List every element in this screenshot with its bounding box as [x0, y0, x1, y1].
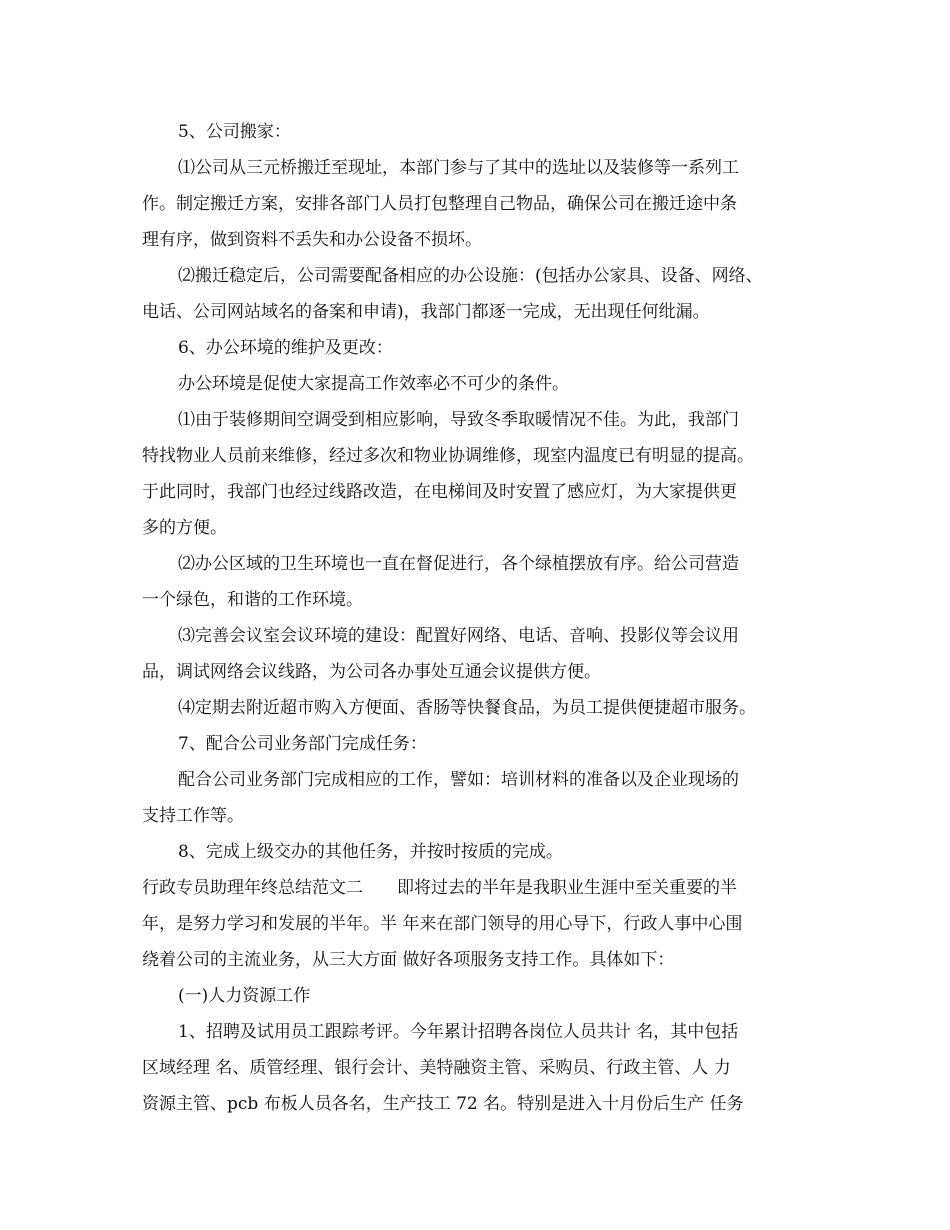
paragraph-line: ⑵办公区域的卫生环境也一直在督促进行，各个绿植摆放有序。给公司营造 — [178, 554, 739, 574]
paragraph-line: ⑷定期去附近超市购入方便面、香肠等快餐食品，为员工提供便捷超市服务。 — [178, 698, 756, 718]
paragraph-line: 作。制定搬迁方案，安排各部门人员打包整理自己物品，确保公司在搬迁途中条 — [142, 194, 737, 214]
section-heading-hr-work: (一)人力资源工作 — [178, 986, 311, 1006]
paragraph-line: 于此同时，我部门也经过线路改造，在电梯间及时安置了感应灯，为大家提供更 — [142, 482, 737, 502]
paragraph-line: 1、招聘及试用员工跟踪考评。今年累计招聘各岗位人员共计 名，其中包括 — [178, 1022, 739, 1042]
document-title-line: 行政专员助理年终总结范文二 即将过去的半年是我职业生涯中至关重要的半 — [142, 878, 737, 898]
paragraph-line: 电话、公司网站域名的备案和申请)，我部门都逐一完成，无出现任何纰漏。 — [142, 302, 710, 322]
paragraph-line: 区域经理 名、质管经理、银行会计、美特融资主管、采购员、行政主管、人 力 — [142, 1058, 731, 1078]
paragraph-line: ⑴公司从三元桥搬迁至现址，本部门参与了其中的选址以及装修等一系列工 — [178, 158, 739, 178]
paragraph-line: 支持工作等。 — [142, 806, 244, 826]
section-heading-office-environment: 6、办公环境的维护及更改： — [178, 338, 393, 358]
section-heading-other-tasks: 8、完成上级交办的其他任务，并按时按质的完成。 — [178, 842, 563, 862]
paragraph-line: 配合公司业务部门完成相应的工作，譬如：培训材料的准备以及企业现场的 — [178, 770, 739, 790]
section-heading-company-move: 5、公司搬家： — [178, 122, 291, 142]
paragraph-line: ⑴由于装修期间空调受到相应影响，导致冬季取暖情况不佳。为此，我部门 — [178, 410, 739, 430]
paragraph-line: 资源主管、pcb 布板人员各名，生产技工 72 名。特别是进入十月份后生产 任务 — [142, 1094, 744, 1114]
paragraph-line: 绕着公司的主流业务，从三大方面 做好各项服务支持工作。具体如下： — [142, 950, 675, 970]
paragraph-line: ⑵搬迁稳定后，公司需要配备相应的办公设施：(包括办公家具、设备、网络、 — [178, 266, 763, 286]
paragraph-line: 年，是努力学习和发展的半年。半 年来在部门领导的用心导下，行政人事中心围 — [142, 914, 743, 934]
paragraph-line: 特找物业人员前来维修，经过多次和物业协调维修，现室内温度已有明显的提高。 — [142, 446, 754, 466]
paragraph-line: 品，调试网络会议线路，为公司各办事处互通会议提供方便。 — [142, 662, 601, 682]
section-heading-business-support: 7、配合公司业务部门完成任务： — [178, 734, 427, 754]
paragraph-line: 办公环境是促使大家提高工作效率必不可少的条件。 — [178, 374, 569, 394]
paragraph-line: ⑶完善会议室会议环境的建设：配置好网络、电话、音响、投影仪等会议用 — [178, 626, 739, 646]
paragraph-line: 一个绿色，和谐的工作环境。 — [142, 590, 363, 610]
paragraph-line: 多的方便。 — [142, 518, 227, 538]
paragraph-line: 理有序，做到资料不丢失和办公设备不损坏。 — [142, 230, 482, 250]
